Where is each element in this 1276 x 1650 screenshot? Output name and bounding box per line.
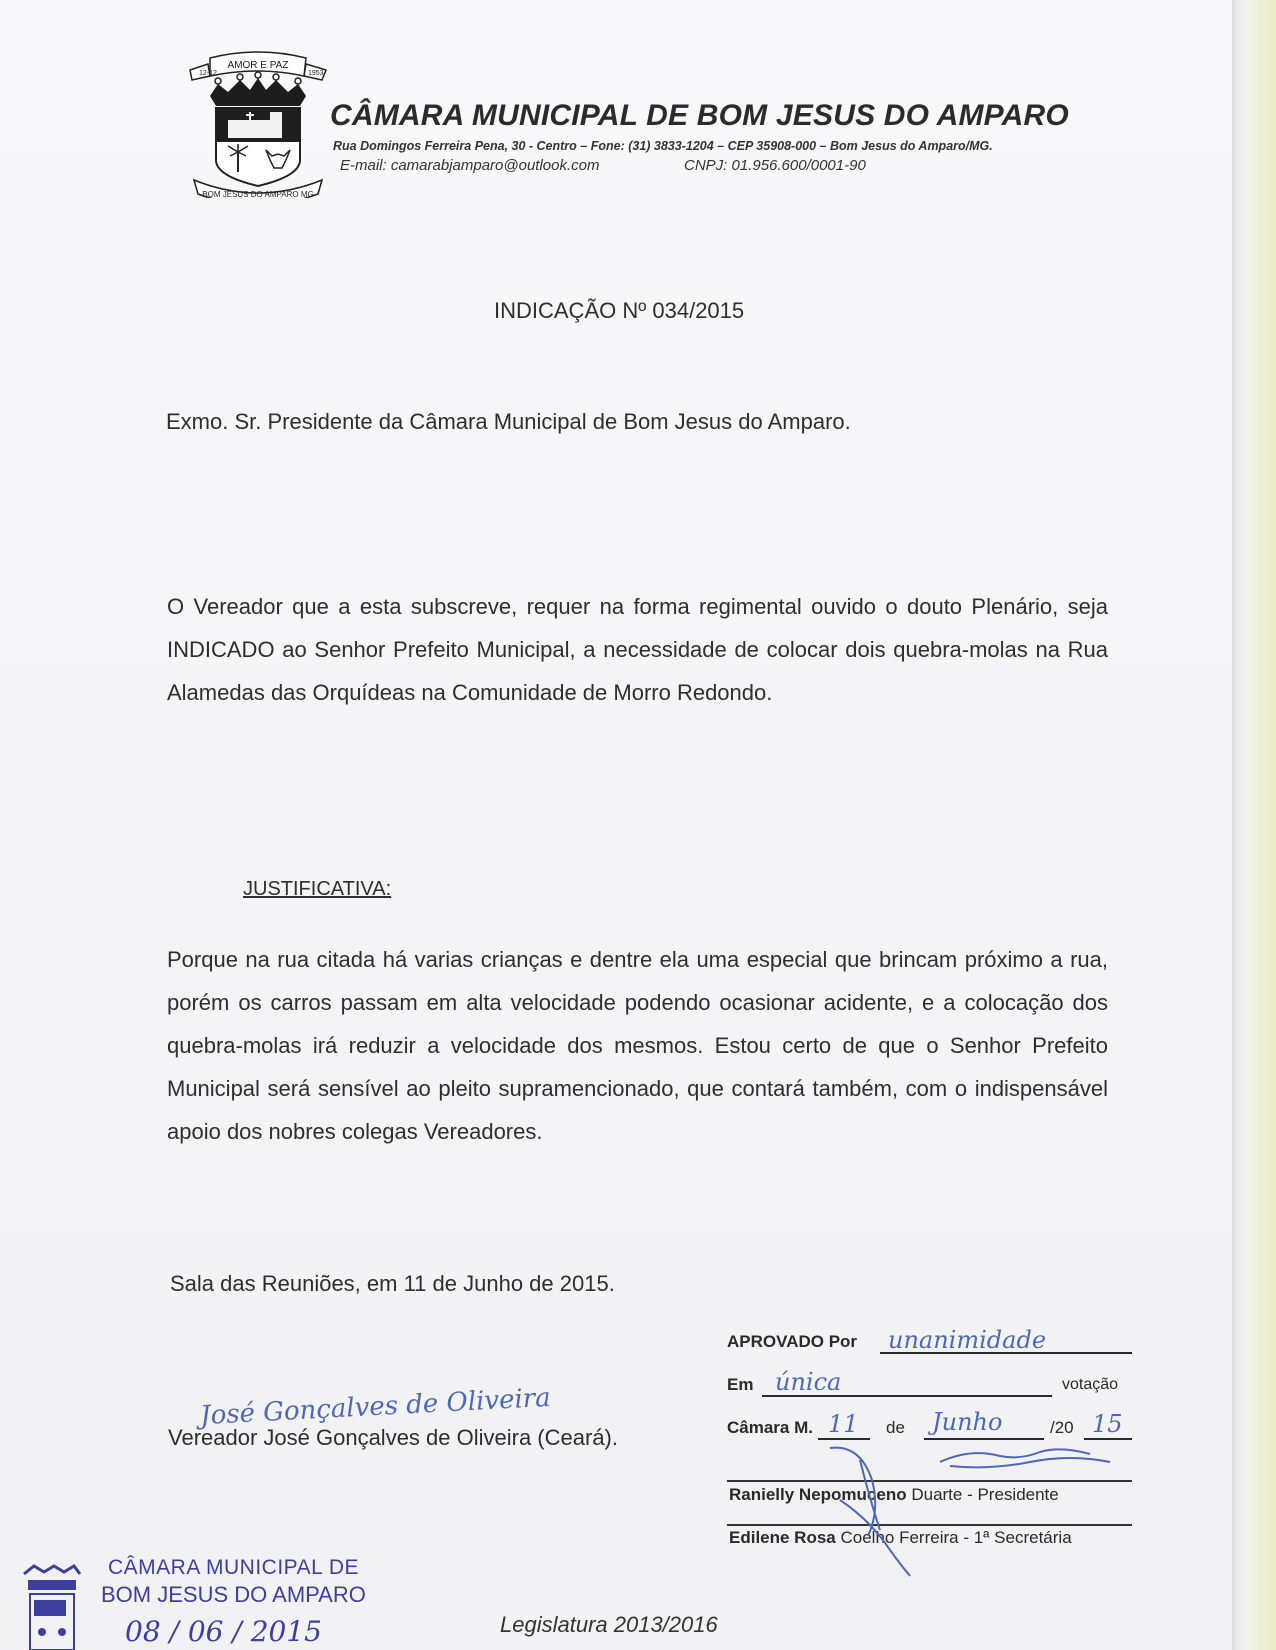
day-value: 11 bbox=[828, 1410, 859, 1438]
crest-ribbon-top: AMOR E PAZ bbox=[227, 60, 289, 71]
stamp-date: 08 / 06 / 2015 bbox=[125, 1615, 322, 1648]
year-prefix: /20 bbox=[1050, 1418, 1074, 1437]
institution-name: CÂMARA MUNICIPAL DE BOM JESUS DO AMPARO bbox=[330, 99, 1069, 132]
month-value: Junho bbox=[932, 1408, 1003, 1436]
in-value: única bbox=[775, 1368, 842, 1396]
crest-ribbon-bottom: BOM JESUS DO AMPARO MG bbox=[202, 190, 314, 198]
stamp-line-2: BOM JESUS DO AMPARO bbox=[101, 1582, 366, 1607]
institution-cnpj: CNPJ: 01.956.600/0001-90 bbox=[684, 157, 866, 174]
in-label: Em bbox=[727, 1375, 754, 1394]
municipal-crest-icon bbox=[188, 48, 328, 198]
justification-paragraph: Porque na rua citada há varias crianças e dentre ela uma especial que brincam próximo a rua, porém os carros passam em alta velocidade podendo ocasionar acidente, e a colocação dos quebra-molas irá reduzir a velocidade dos mesmos. Estou certo de que o Senhor Prefeito Municipal será sensível ao pleito supramencionado, que contará também, com o indispensável apoio dos nobres colegas Vereadores. bbox=[167, 947, 1108, 1144]
secretary-signature-icon bbox=[820, 1440, 940, 1580]
of-label: de bbox=[886, 1418, 905, 1437]
year-value: 15 bbox=[1092, 1410, 1123, 1438]
signatory-name: Vereador José Gonçalves de Oliveira (Ceará). bbox=[168, 1425, 618, 1450]
footer-legislature: Legislatura 2013/2016 bbox=[500, 1612, 718, 1637]
paper-edge bbox=[1232, 0, 1276, 1650]
stamp-line-1: CÂMARA MUNICIPAL DE bbox=[108, 1556, 360, 1579]
crest-ribbon-left: 12-12 bbox=[199, 70, 217, 77]
salutation: Exmo. Sr. Presidente da Câmara Municipal de Bom Jesus do Amparo. bbox=[166, 409, 851, 434]
place-date: Sala das Reuniões, em 11 de Junho de 2015. bbox=[170, 1271, 615, 1296]
intro-paragraph: O Vereador que a esta subscreve, requer na forma regimental ouvido o douto Plenário, seja INDICADO ao Senhor Prefeito Municipal, a necessidade de colocar dois quebra-molas na Rua Alamedas das Orquídeas na Comunidade de Morro Redondo. bbox=[167, 594, 1108, 705]
institution-email: E-mail: camarabjamparo@outlook.com bbox=[340, 157, 600, 174]
approved-by-value: unanimidade bbox=[888, 1326, 1047, 1354]
president-name: Ranielly Nepomuceno Duarte - Presidente bbox=[729, 1485, 1059, 1504]
crest-ribbon-right: 1953 bbox=[308, 70, 324, 77]
president-signature-icon bbox=[930, 1440, 1130, 1480]
approved-by-label: APROVADO Por bbox=[727, 1332, 858, 1351]
voting-label: votação bbox=[1062, 1376, 1119, 1393]
institution-address: Rua Domingos Ferreira Pena, 30 - Centro – Fone: (31) 3833-1204 – CEP 35908-000 – Bom Jesus do Amparo/MG. bbox=[333, 139, 993, 153]
signature-handwritten: José Gonçalves de Oliveira bbox=[199, 1382, 552, 1432]
secretary-name: Edilene Rosa Coelho Ferreira - 1ª Secretária bbox=[729, 1528, 1072, 1547]
chamber-label: Câmara M. bbox=[727, 1418, 813, 1437]
document-title: INDICAÇÃO Nº 034/2015 bbox=[494, 298, 745, 323]
justification-heading: JUSTIFICATIVA: bbox=[243, 878, 392, 900]
stamp-crest-icon bbox=[20, 1560, 84, 1650]
